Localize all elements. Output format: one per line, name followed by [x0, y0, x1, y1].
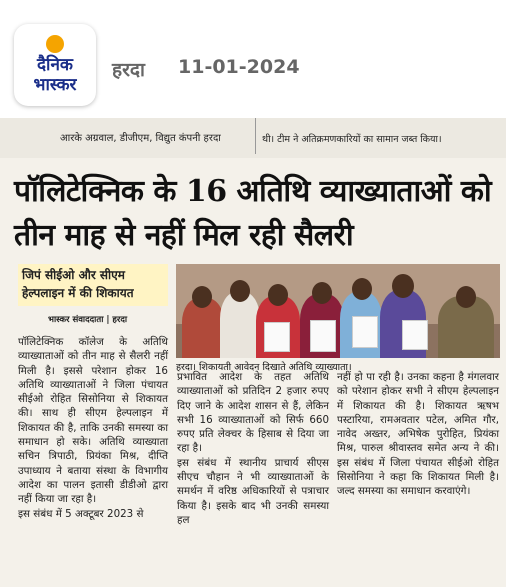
sun-icon — [46, 35, 64, 53]
column-2-paragraph-2: इस संबंध में स्थानीय प्राचार्य सीएस सीएच चौहान ने भी व्याख्याताओं के समर्थन में वरिष्ठ अधिकारियों से पत्राचार किया है। इसके बाद भी उनकी समस्या हल — [177, 456, 329, 526]
edition-city: हरदा — [112, 59, 145, 81]
strip-right-text: थी। टीम ने अतिक्रमणकारियों का सामान जब्त किया। — [262, 134, 442, 145]
article-column-1 — [18, 335, 168, 521]
photo-person-head — [312, 282, 332, 304]
logo-line1: दैनिक — [37, 55, 73, 75]
photo-person-head — [230, 280, 250, 302]
article-column-2 — [177, 370, 329, 527]
strip-left-text: आरके अग्रवाल, डीजीएम, विद्युत कंपनी हरदा — [60, 133, 221, 144]
photo-person-head — [192, 286, 212, 308]
article-headline: पॉलिटेक्निक के 16 अतिथि व्याख्याताओं को तीन माह से नहीं मिल रही सैलरी — [14, 174, 492, 253]
complaint-paper — [310, 320, 336, 352]
newspaper-clipping — [0, 118, 506, 587]
article-column-3 — [337, 370, 499, 499]
column-2-paragraph-1: प्रभावित आदेश के तहत अतिथि व्याख्याताओं को प्रतिदिन 2 हजार रुपए दिए जाने के आदेश शासन से हैं, लेकिन सभी 16 व्याख्याताओं को सिर्फ 660 रुपए प्रति लेक्चर के हिसाब से दिया जा रहा है। — [177, 371, 329, 455]
edition-date: 11-01-2024 — [178, 56, 300, 78]
complaint-paper — [352, 316, 378, 348]
photo-person-head — [352, 278, 372, 300]
article-subheadline: जिपं सीईओ और सीएम हेल्पलाइन में की शिकायत — [18, 264, 168, 306]
column-rule — [255, 118, 256, 154]
column-3-paragraph-1: नहीं हो पा रही है। उनका कहना है मंगलवार को परेशान होकर सभी ने सीएम हेल्पलाइन में शिकायत की है। शिकायत ऋषभ पस्टारिया, रामअवतार पटेल, अमित गौर, नावेद अख्तर, अभिषेक पुरोहित, प्रियंका मिश्र, पारुल श्रीवास्तव समेत अन्य ने की। इस संबंध में जिला पंचायत सीईओ रोहित सिसोनिया ने कहा कि शिकायत मिली है। जल्द समस्या का समाधान करवाएंगे। — [337, 371, 499, 498]
complaint-paper — [264, 322, 290, 352]
photo-person-head — [456, 286, 476, 308]
photo-person-head — [268, 284, 288, 306]
article-photo — [176, 264, 500, 358]
photo-caption: हरदा। शिकायती आवेदन दिखाते अतिथि व्याख्याता। — [176, 360, 500, 372]
complaint-paper — [402, 320, 428, 350]
column-1-paragraph-2: इस संबंध में 5 अक्टूबर 2023 से — [18, 507, 144, 520]
column-1-paragraph-1: पॉलिटेक्निक कॉलेज के अतिथि व्याख्याताओं को तीन माह से सैलरी नहीं मिली है। इससे परेशान होकर 16 अतिथि व्याख्याताओं ने जिला पंचायत सीईओ रोहित सिसोनिया से शिकायत की। साथ ही सीएम हेल्पलाइन में शिकायत की है, ताकि उनकी समस्या का समाधान हो सके। अतिथि व्याख्याता सचिन त्रिपाठी, प्रियंका मिश्र, दीप्ति उपाध्याय ने बताया संस्था के विभागीय आदेश का पालन इतासी डीडीओ द्वारा नहीं किया जा रहा है। — [18, 336, 168, 506]
previous-article-strip — [0, 118, 506, 158]
article-byline: भास्कर संवाददाता | हरदा — [48, 315, 128, 325]
photo-person-head — [392, 274, 414, 298]
dainik-bhaskar-logo[interactable] — [14, 24, 96, 106]
app-header — [0, 0, 506, 110]
logo-line2: भास्कर — [33, 75, 77, 95]
